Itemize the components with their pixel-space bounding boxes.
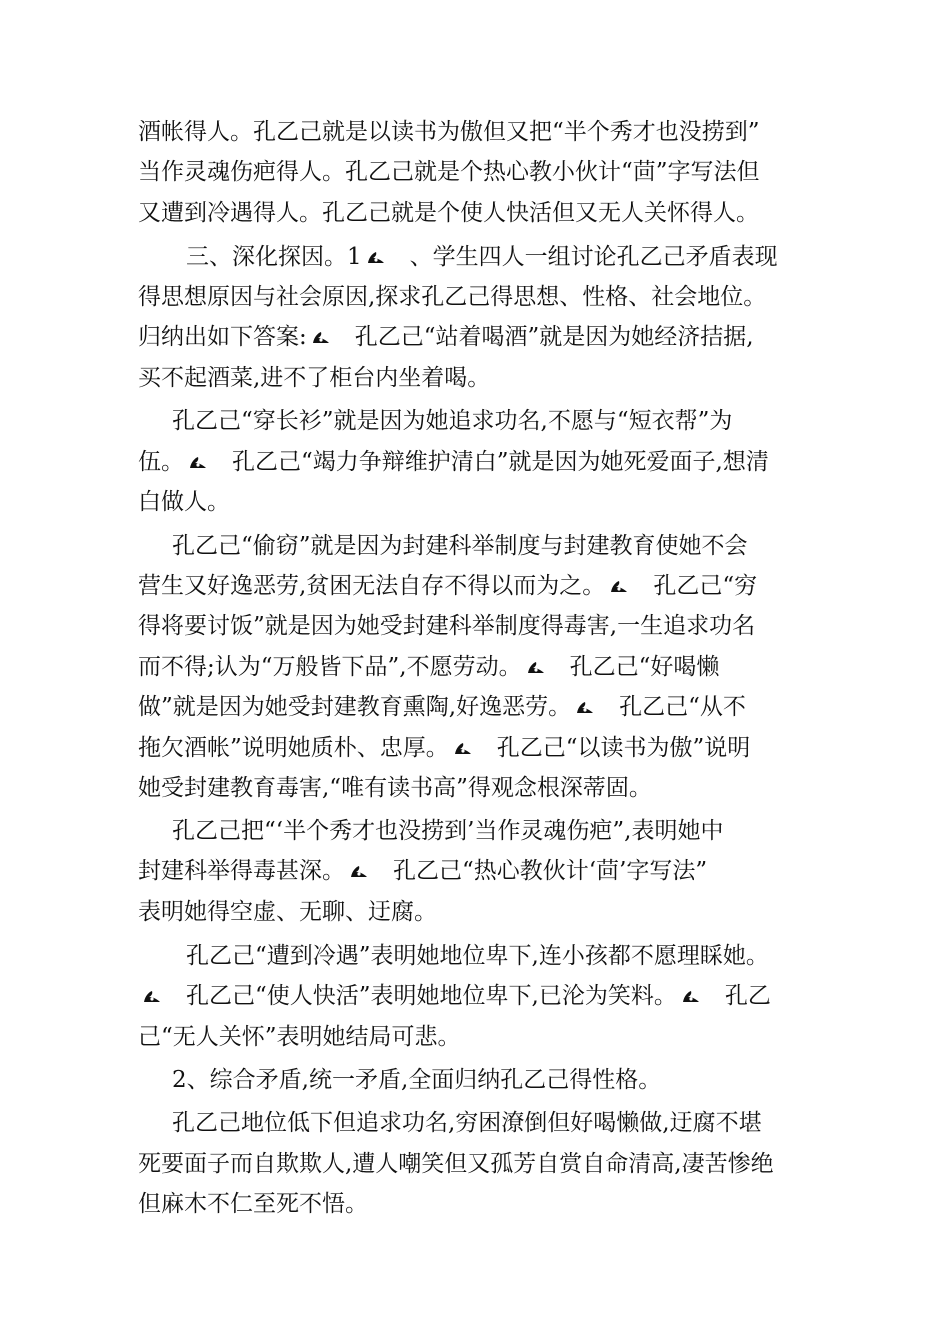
bullet-swirl-icon (679, 988, 701, 1004)
bullet-swirl-icon (607, 578, 629, 594)
text-segment: 表明她得空虚、无聊、迂腐。 (138, 899, 437, 925)
text-segment: 2、综合矛盾,统一矛盾,全面归纳孔乙己得性格。 (172, 1067, 662, 1093)
text-line (138, 692, 746, 722)
text-line (172, 531, 748, 561)
text-line (138, 856, 707, 886)
text-segment: 当作灵魂伤疤得人。孔乙己就是个热心教小伙计“茴”字写法但 (138, 159, 760, 185)
text-segment: 而不得;认为“万般皆下品”,不愿劳动。 (138, 654, 522, 680)
bullet-swirl-icon (140, 988, 162, 1004)
text-segment: 孔乙己地位低下但追求功名,穷困潦倒但好喝懒做,迂腐不堪 (172, 1110, 762, 1136)
text-line (138, 487, 230, 517)
text-segment: 营生又好逸恶劳,贫困无法自存不得以而为之。 (138, 573, 606, 599)
text-line (138, 733, 750, 763)
text-line (138, 447, 769, 477)
bullet-swirl-icon (364, 249, 386, 265)
text-segment: 买不起酒菜,进不了柜台内坐着喝。 (138, 365, 491, 391)
text-line (138, 322, 754, 352)
bullet-swirl-icon (573, 699, 595, 715)
text-segment: 孔乙 (724, 983, 771, 1009)
text-segment: 封建科举得毒甚深。 (138, 858, 345, 884)
text-line (186, 242, 778, 272)
bullet-swirl-icon (451, 740, 473, 756)
text-line (138, 981, 771, 1011)
text-segment: 拖欠酒帐”说明她质朴、忠厚。 (138, 735, 449, 761)
text-segment: 白做人。 (138, 489, 230, 515)
text-segment: 伍。 (138, 449, 184, 475)
text-segment: 酒帐得人。孔乙己就是以读书为傲但又把“半个秀才也没捞到” (138, 119, 760, 145)
text-line (186, 941, 769, 971)
text-line (138, 611, 755, 641)
text-line (138, 571, 757, 601)
text-segment: 得思想原因与社会原因,探求孔乙己得思想、性格、社会地位。 (138, 284, 767, 310)
text-line (138, 1149, 774, 1179)
text-line (138, 198, 759, 228)
text-segment: 孔乙己“以读书为傲”说明 (496, 735, 751, 761)
text-segment: 孔乙己“使人快活”表明她地位卑下,已沦为笑料。 (186, 983, 677, 1009)
text-segment: 三、深化探因。1 (186, 244, 362, 270)
text-segment: 做”就是因为她受封建教育熏陶,好逸恶劳。 (138, 694, 572, 720)
text-line (172, 406, 732, 436)
text-segment: 孔乙己“遭到冷遇”表明她地位卑下,连小孩都不愿理睬她。 (186, 943, 769, 969)
text-line (138, 117, 760, 147)
bullet-swirl-icon (524, 659, 546, 675)
text-line (138, 1022, 461, 1052)
text-segment: 孔乙己“从不 (619, 694, 746, 720)
text-line (172, 1065, 661, 1095)
text-line (172, 1108, 762, 1138)
text-segment: 得将要讨饭”就是因为她受封建科举制度得毒害,一生追求功名 (138, 613, 756, 639)
text-segment: 但麻木不仁至死不悟。 (138, 1191, 368, 1217)
text-line (138, 363, 490, 393)
text-line (138, 282, 766, 312)
text-segment: 又遭到冷遇得人。孔乙己就是个使人快活但又无人关怀得人。 (138, 200, 759, 226)
bullet-swirl-icon (186, 454, 208, 470)
text-segment: 孔乙己“穷 (653, 573, 758, 599)
text-segment: 归纳出如下答案: (138, 324, 307, 350)
text-segment: 、学生四人一组讨论孔乙己矛盾表现 (409, 244, 778, 270)
text-line (138, 773, 652, 803)
text-segment: 孔乙己“好喝懒 (569, 654, 720, 680)
text-segment: 孔乙己“热心教伙计‘茴’字写法” (393, 858, 708, 884)
text-segment: 己“无人关怀”表明她结局可悲。 (138, 1024, 461, 1050)
text-segment: 孔乙己“偷窃”就是因为封建科举制度与封建教育使她不会 (172, 533, 748, 559)
text-line (172, 816, 723, 846)
text-segment: 她受封建教育毒害,“唯有读书高”得观念根深蒂固。 (138, 775, 652, 801)
text-line (138, 157, 760, 187)
text-segment: 孔乙己把“‘半个秀才也没捞到’当作灵魂伤疤”,表明她中 (172, 818, 724, 844)
bullet-swirl-icon (347, 863, 369, 879)
text-line (138, 1189, 368, 1219)
text-segment: 死要面子而自欺欺人,遭人嘲笑但又孤芳自赏自命清高,凄苦惨绝 (138, 1151, 774, 1177)
text-segment: 孔乙己“竭力争辩维护清白”就是因为她死爱面子,想清 (232, 449, 769, 475)
text-segment: 孔乙己“穿长衫”就是因为她追求功名,不愿与“短衣帮”为 (172, 408, 733, 434)
text-segment: 孔乙己“站着喝酒”就是因为她经济拮据, (354, 324, 754, 350)
text-line (138, 897, 437, 927)
bullet-swirl-icon (309, 329, 331, 345)
text-line (138, 652, 719, 682)
